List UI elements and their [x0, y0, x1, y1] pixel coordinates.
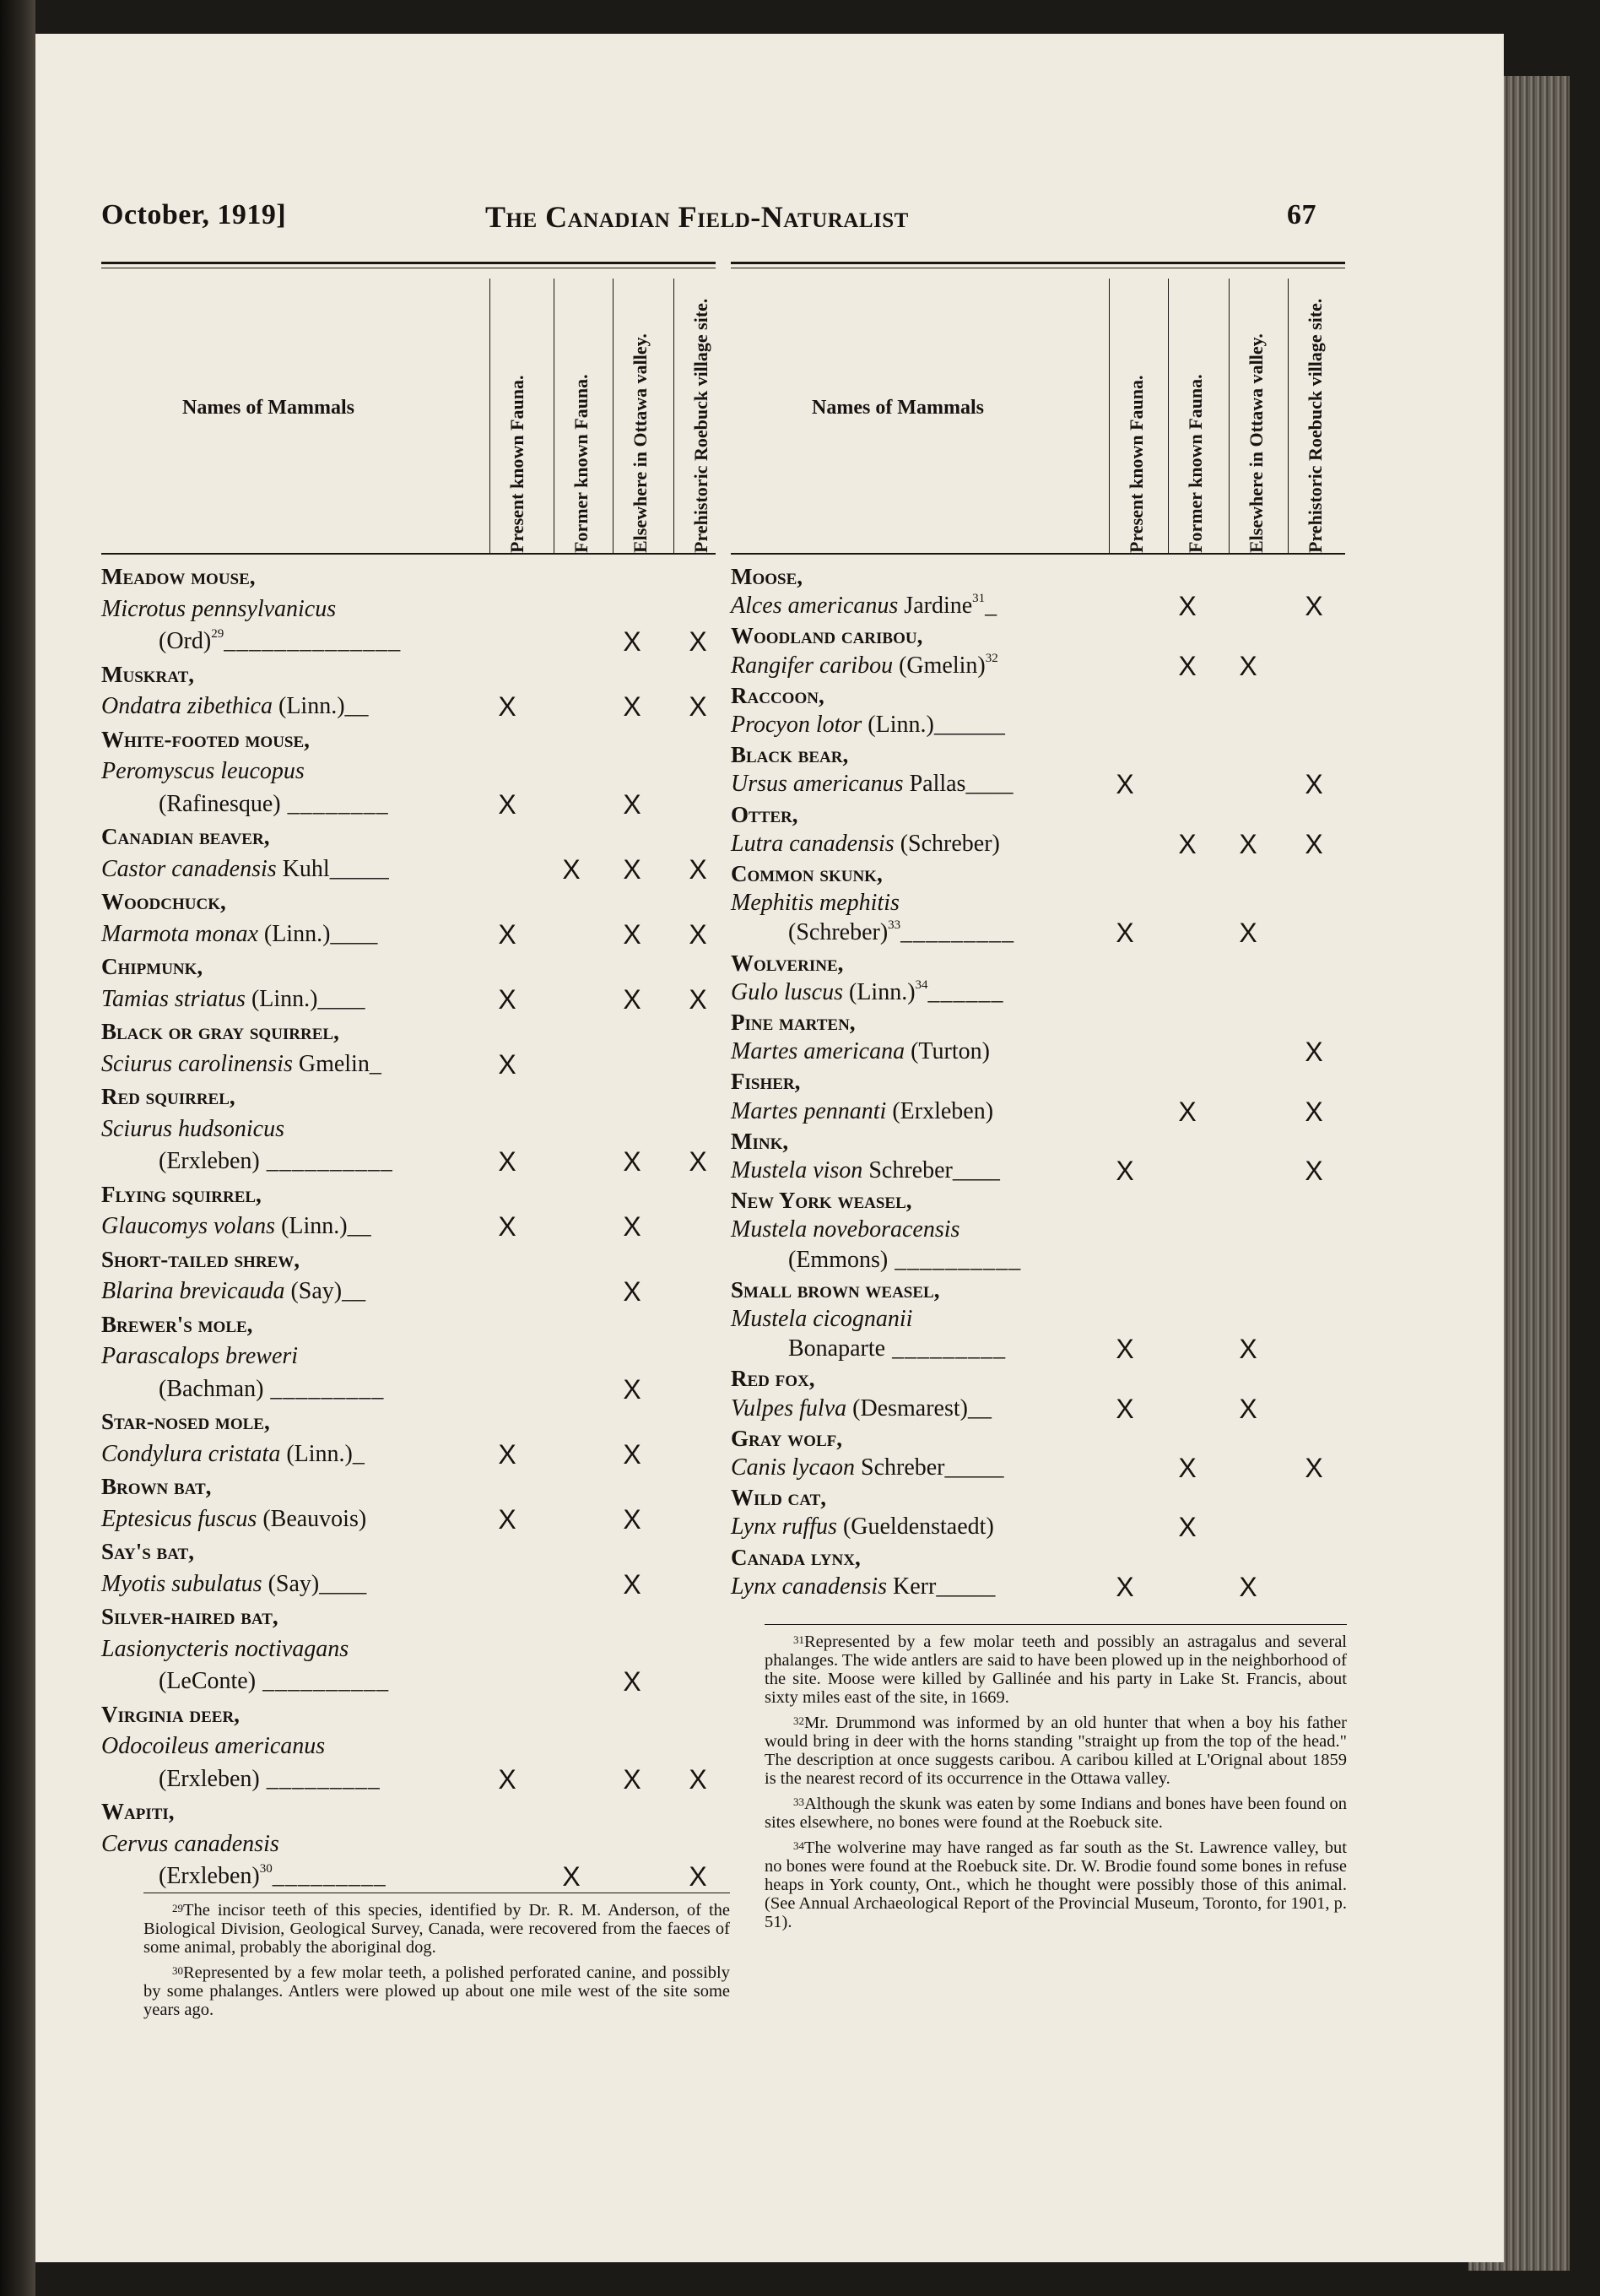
occurrence-mark: X: [623, 983, 641, 1015]
footnote-ref: 32: [985, 651, 998, 665]
occurrence-mark: X: [1178, 650, 1197, 681]
table-row: [101, 1114, 716, 1145]
table-row: [731, 1126, 1345, 1156]
col-elsewhere-header: Elsewhere in Ottawa valley.: [1229, 279, 1292, 553]
table-row: [101, 1764, 773, 1795]
table-row: [731, 739, 1345, 770]
footnote-ref: 29: [211, 627, 224, 641]
footnotes-left: [143, 1901, 730, 2026]
authority: (Linn.)_: [280, 1440, 365, 1467]
footnote-number: 34: [793, 1839, 804, 1852]
scientific-name: Mustela vison: [731, 1157, 863, 1183]
occurrence-mark: X: [498, 1048, 516, 1080]
leader-dashes: __________: [888, 1246, 1022, 1273]
table-row: [731, 1156, 1345, 1186]
occurrence-mark: X: [689, 691, 707, 722]
authority: (Turton): [905, 1038, 990, 1065]
occurrence-mark: X: [1239, 1571, 1257, 1602]
common-name: Red squirrel,: [101, 1084, 235, 1109]
footnote: [143, 1963, 730, 2019]
occurrence-mark: X: [562, 853, 581, 885]
table-row: [731, 1007, 1345, 1037]
scientific-name: Microtus pennsylvanicus: [101, 595, 337, 622]
common-name: Pine marten,: [731, 1010, 856, 1035]
scientific-name: Myotis subulatus: [101, 1570, 262, 1597]
occurrence-mark: X: [1116, 1571, 1134, 1602]
table-row: [101, 854, 716, 885]
occurrence-mark: X: [498, 1763, 516, 1795]
occurrence-mark: X: [498, 1146, 516, 1177]
table-row: [731, 1542, 1345, 1573]
occurrence-mark: X: [1116, 1393, 1134, 1424]
table-header-rule: [731, 553, 1345, 555]
occurrence-mark: X: [689, 983, 707, 1015]
table-row: [731, 858, 1345, 889]
col-prehistoric-header: Prehistoric Roebuck village site.: [1288, 279, 1351, 553]
footnote-number: 32: [793, 1714, 804, 1727]
scientific-name: Lynx ruffus: [731, 1514, 837, 1541]
common-name: Canadian beaver,: [101, 824, 270, 849]
leader-dashes: __________: [259, 1148, 393, 1174]
scientific-name: Mustela noveboracensis: [731, 1216, 960, 1243]
common-name: Meadow mouse,: [101, 564, 256, 589]
authority: (Linn.)__: [275, 1213, 371, 1239]
scientific-name: Lutra canadensis: [731, 830, 895, 857]
common-name: Wild cat,: [731, 1485, 826, 1511]
scientific-name: Eptesicus fuscus: [101, 1505, 257, 1532]
footnote-ref: 31: [972, 592, 986, 606]
table-row: [101, 1341, 716, 1372]
table-row: [101, 1731, 716, 1762]
col-former-header: Former known Fauna.: [1168, 279, 1231, 553]
scientific-name: Martes americana: [731, 1038, 905, 1065]
leader-dashes: __________: [256, 1668, 390, 1694]
scientific-name: Peromyscus leucopus: [101, 758, 305, 784]
authority: Jardine: [898, 593, 973, 620]
table-row: [731, 1363, 1345, 1394]
scientific-name: Lasionycteris noctivagans: [101, 1635, 349, 1662]
table-row: [101, 1471, 716, 1502]
table-row: [101, 659, 716, 690]
common-name: Flying squirrel,: [101, 1181, 262, 1207]
common-name: Silver-haired bat,: [101, 1604, 278, 1629]
occurrence-mark: X: [1178, 1453, 1197, 1483]
occurrence-mark: X: [1305, 591, 1323, 622]
occurrence-mark: X: [623, 1568, 641, 1600]
scientific-name: Marmota monax: [101, 920, 258, 947]
table-row: [731, 977, 1345, 1008]
common-name: New York weasel,: [731, 1188, 912, 1214]
occurrence-mark: X: [1178, 828, 1197, 859]
common-name: Star-nosed mole,: [101, 1409, 270, 1434]
scientific-name: Glaucomys volans: [101, 1213, 276, 1239]
occurrence-mark: X: [623, 1211, 641, 1242]
common-name: Chipmunk,: [101, 954, 203, 979]
occurrence-mark: X: [623, 918, 641, 950]
common-name: Moose,: [731, 564, 803, 589]
authority: (Linn.)______: [862, 712, 1005, 738]
occurrence-mark: X: [498, 691, 516, 722]
occurrence-mark: X: [562, 1861, 581, 1892]
scientific-name: Canis lycaon: [731, 1454, 855, 1481]
footnote-text: The incisor teeth of this species, identified by Dr. R. M. Anderson, of the Biological Division, Geological Survey, Canada, were recovered from the faeces of some animal, probably the aboriginal dog.: [143, 1901, 730, 1957]
common-name: Raccoon,: [731, 682, 824, 708]
occurrence-mark: X: [623, 1373, 641, 1405]
common-name: Say's bat,: [101, 1539, 194, 1564]
footnote-text: Although the skunk was eaten by some Indians and bones have been found on sites elsewhere, no bones were found at the Roebuck site.: [765, 1795, 1347, 1832]
table-row: [731, 651, 1345, 681]
common-name: Black bear,: [731, 742, 849, 768]
authority: Schreber_____: [855, 1454, 1004, 1481]
table-row: [101, 1634, 716, 1665]
footnote-number: 31: [793, 1633, 804, 1646]
occurrence-mark: X: [1178, 1512, 1197, 1543]
table-row: [731, 1275, 1345, 1305]
common-name: Brown bat,: [101, 1474, 212, 1499]
table-row: [731, 1304, 1345, 1335]
occurrence-mark: X: [1178, 1096, 1197, 1127]
occurrence-mark: X: [1305, 1096, 1323, 1127]
occurrence-mark: X: [498, 983, 516, 1015]
table-row: [731, 1334, 1403, 1364]
table-row: [101, 1536, 716, 1567]
authority: (Say)__: [284, 1278, 366, 1304]
authority: (Rafinesque): [159, 790, 281, 817]
occurrence-mark: X: [1305, 828, 1323, 859]
table-row: [731, 1512, 1345, 1542]
footnotes-right: [765, 1633, 1347, 1938]
leader-dashes: _________: [885, 1335, 1007, 1362]
footnote-ref: 30: [259, 1862, 273, 1876]
table-row: [731, 1453, 1345, 1483]
footnote-text: Represented by a few molar teeth and possibly an astragalus and several phalanges. The wide antlers are said to have been plowed up in the neighborhood of the site. Moose were killed by Gallinée and his party in Lake St. Francis, about sixty miles east of the site, in 1669.: [765, 1633, 1347, 1707]
common-name: Mink,: [731, 1128, 789, 1154]
table-row: [731, 829, 1345, 859]
table-row: [101, 919, 716, 950]
common-name: Woodland caribou,: [731, 623, 923, 649]
common-name: Wapiti,: [101, 1799, 175, 1824]
occurrence-mark: X: [623, 1666, 641, 1697]
occurrence-mark: X: [623, 1146, 641, 1177]
table-row: [101, 984, 716, 1015]
scientific-name: Sciurus hudsonicus: [101, 1115, 284, 1142]
occurrence-mark: X: [1116, 769, 1134, 800]
table-row: [731, 561, 1345, 592]
table-row: [731, 1572, 1345, 1602]
authority: Pallas____: [903, 771, 1014, 798]
occurrence-mark: X: [689, 1146, 707, 1177]
table-row: [101, 594, 716, 625]
table-header: [731, 270, 1345, 553]
occurrence-mark: X: [623, 626, 641, 657]
authority: (Schreber): [788, 919, 889, 946]
authority: Gmelin_: [292, 1050, 381, 1077]
authority: (Linn.)____: [245, 985, 365, 1012]
scientific-name: Mephitis mephitis: [731, 890, 900, 917]
authority: (Gueldenstaedt): [836, 1514, 994, 1541]
footnote-ref: 33: [888, 918, 901, 933]
table-row: [101, 561, 716, 592]
footnote-number: 30: [172, 1964, 183, 1977]
scientific-name: Mustela cicognanii: [731, 1306, 913, 1332]
occurrence-mark: X: [623, 1276, 641, 1307]
table-row: [731, 591, 1345, 621]
table-row: [101, 1666, 773, 1697]
occurrence-mark: X: [1239, 1393, 1257, 1424]
common-name: Otter,: [731, 801, 798, 827]
authority: (Linn.)____: [257, 920, 378, 947]
footnote-text: Represented by a few molar teeth, a polished perforated canine, and possibly by some phalanges. Antlers were plowed up about one mile west of the site some years ago.: [143, 1963, 730, 2019]
common-name: Woodchuck,: [101, 889, 226, 914]
table-row: [101, 1179, 716, 1210]
scientific-name: Blarina brevicauda: [101, 1278, 285, 1304]
authority: Kuhl_____: [276, 855, 389, 882]
authority: (Bachman): [159, 1375, 264, 1402]
common-name: Virginia deer,: [101, 1701, 240, 1727]
scientific-name: Cervus canadensis: [101, 1830, 279, 1857]
table-row: [101, 1504, 716, 1535]
header-journal-title: The Canadian Field-Naturalist: [485, 200, 909, 234]
table-row: [731, 1066, 1345, 1097]
occurrence-mark: X: [1116, 1334, 1134, 1365]
occurrence-mark: X: [1305, 769, 1323, 800]
table-row: [731, 1215, 1345, 1245]
table-row: [101, 1146, 773, 1177]
col-present-header: Present known Fauna.: [1109, 279, 1172, 553]
occurrence-mark: X: [1305, 1037, 1323, 1068]
scientific-name: Procyon lotor: [731, 712, 862, 738]
footnote: [765, 1714, 1347, 1788]
scientific-name: Condylura cristata: [101, 1440, 281, 1467]
occurrence-mark: X: [1116, 918, 1134, 949]
table-row: [101, 1081, 716, 1112]
occurrence-mark: X: [1239, 1334, 1257, 1365]
authority: (Erxleben): [159, 1863, 260, 1889]
authority: (Desmarest)__: [846, 1394, 992, 1421]
authority: (Gmelin): [893, 652, 986, 679]
table-row: [101, 1601, 716, 1632]
table-row: [101, 1699, 716, 1730]
occurrence-mark: X: [498, 1211, 516, 1242]
authority: (Emmons): [788, 1246, 889, 1273]
table-row: [101, 1406, 716, 1437]
leader-dashes: _: [985, 593, 998, 620]
col-elsewhere-header: Elsewhere in Ottawa valley.: [613, 279, 676, 553]
table-row: [731, 620, 1345, 651]
table-row: [731, 1482, 1345, 1513]
common-name: Gray wolf,: [731, 1425, 842, 1451]
common-name: Short-tailed shrew,: [101, 1246, 300, 1272]
authority: (Linn.): [843, 978, 916, 1005]
scientific-name: Castor canadensis: [101, 855, 277, 882]
scientific-name: Ursus americanus: [731, 771, 904, 798]
common-name: Red fox,: [731, 1366, 815, 1392]
header-date: October, 1919]: [101, 199, 287, 230]
table-row: [101, 821, 716, 852]
scientific-name: Parascalops breweri: [101, 1343, 299, 1369]
occurrence-mark: X: [689, 1861, 707, 1892]
leader-dashes: ______________: [224, 628, 402, 654]
authority: (Erxleben): [159, 1765, 260, 1792]
common-name: Small brown weasel,: [731, 1276, 940, 1302]
occurrence-mark: X: [623, 1763, 641, 1795]
authority: (Linn.)__: [273, 693, 369, 719]
scientific-name: Lynx canadensis: [731, 1573, 888, 1600]
table-row: [731, 1185, 1345, 1216]
table-row: [101, 1796, 716, 1827]
col-prehistoric-header: Prehistoric Roebuck village site.: [673, 279, 737, 553]
table-row: [101, 724, 716, 755]
occurrence-mark: X: [623, 691, 641, 722]
occurrence-mark: X: [498, 1438, 516, 1470]
table-row: [101, 1276, 716, 1307]
book-spine-shadow: [0, 0, 35, 2296]
scientific-name: Vulpes fulva: [731, 1394, 847, 1421]
occurrence-mark: X: [1239, 828, 1257, 859]
leader-dashes: _________: [259, 1765, 381, 1792]
scientific-name: Gulo luscus: [731, 978, 843, 1005]
leader-dashes: _________: [272, 1863, 386, 1889]
footnote-text: The wolverine may have ranged as far south as the St. Lawrence valley, but no bones were found at the Roebuck site. Dr. W. Brodie found some bones in refuse heaps in York county, Ont., which he thought were possibly those of this animal. (See Annual Archaeological Report of the Provincial Museum, Toronto, for 1901, p. 51).: [765, 1838, 1347, 1931]
table-row: [101, 1861, 773, 1892]
occurrence-mark: X: [689, 626, 707, 657]
authority: (Schreber): [894, 830, 1000, 857]
table-row: [731, 888, 1345, 918]
table-top-rule: [101, 262, 716, 268]
table-row: [101, 1569, 716, 1600]
scientific-name: Martes pennanti: [731, 1097, 887, 1124]
footnote-ref: 34: [915, 977, 928, 992]
common-name: White-footed mouse,: [101, 726, 310, 752]
common-name: Canada lynx,: [731, 1544, 861, 1570]
common-name: Wolverine,: [731, 950, 844, 976]
table-header: [101, 270, 716, 553]
footnote: [765, 1633, 1347, 1707]
table-row: [731, 1245, 1403, 1275]
occurrence-mark: X: [623, 1503, 641, 1535]
table-row: [731, 769, 1345, 799]
occurrence-mark: X: [498, 788, 516, 820]
table-row: [731, 1097, 1345, 1127]
authority: (Ord): [159, 628, 212, 654]
common-name: Fisher,: [731, 1069, 801, 1095]
table-row: [101, 1309, 716, 1340]
table-row: [731, 1394, 1345, 1424]
footnote-text: Mr. Drummond was informed by an old hunter that when a boy his father would bring in deer with the horns standing "straight up from the top of the head." The description at once suggests caribou. A caribou killed at L'Orignal about 1859 is the nearest record of its occurrence in the Ottawa valley.: [765, 1714, 1347, 1788]
footnote: [765, 1795, 1347, 1832]
scientific-name: Alces americanus: [731, 593, 899, 620]
table-row: [101, 1016, 716, 1047]
common-name: Common skunk,: [731, 861, 883, 886]
occurrence-mark: X: [1116, 1156, 1134, 1186]
scientific-name: Rangifer caribou: [731, 652, 894, 679]
col-former-header: Former known Fauna.: [554, 279, 617, 553]
occurrence-mark: X: [1178, 591, 1197, 622]
occurrence-mark: X: [1305, 1156, 1323, 1186]
table-row: [101, 1211, 716, 1242]
table-row: [731, 799, 1345, 830]
scientific-name: Sciurus carolinensis: [101, 1050, 293, 1077]
scientific-name: Odocoileus americanus: [101, 1733, 326, 1759]
table-row: [101, 756, 716, 787]
names-column-header: Names of Mammals: [182, 397, 354, 419]
leader-dashes: _________: [263, 1375, 385, 1402]
occurrence-mark: X: [689, 918, 707, 950]
authority: (LeConte): [159, 1668, 257, 1694]
occurrence-mark: X: [498, 1503, 516, 1535]
footnote: [143, 1901, 730, 1957]
scientific-name: Ondatra zibethica: [101, 693, 273, 719]
names-column-header: Names of Mammals: [812, 397, 984, 419]
leader-dashes: ________: [280, 790, 389, 817]
table-row: [101, 789, 773, 820]
table-row: [731, 948, 1345, 978]
footnote-number: 29: [172, 1902, 183, 1914]
authority: (Beauvois): [257, 1505, 367, 1532]
table-top-rule: [731, 262, 1345, 268]
header-page-number: 67: [1287, 199, 1316, 230]
occurrence-mark: X: [689, 853, 707, 885]
occurrence-mark: X: [1239, 650, 1257, 681]
occurrence-mark: X: [623, 788, 641, 820]
table-row: [731, 680, 1345, 711]
table-row: [731, 710, 1345, 740]
table-row: [731, 1423, 1345, 1454]
authority: Bonaparte: [788, 1335, 886, 1362]
authority: (Say)____: [262, 1570, 367, 1597]
authority: (Erxleben): [886, 1097, 994, 1124]
authority: (Erxleben): [159, 1148, 260, 1174]
table-row: [731, 1037, 1345, 1067]
occurrence-mark: X: [689, 1763, 707, 1795]
table-row: [101, 1244, 716, 1275]
occurrence-mark: X: [1305, 1453, 1323, 1483]
col-present-header: Present known Fauna.: [489, 279, 553, 553]
common-name: Brewer's mole,: [101, 1311, 253, 1337]
table-header-rule: [101, 553, 716, 555]
authority: Schreber____: [862, 1157, 1000, 1183]
common-name: Black or gray squirrel,: [101, 1019, 339, 1044]
table-row: [101, 1829, 716, 1860]
table-row: [101, 1439, 716, 1470]
footnote: [765, 1838, 1347, 1931]
table-row: [101, 886, 716, 917]
occurrence-mark: X: [623, 1438, 641, 1470]
footnote-number: 33: [793, 1795, 804, 1808]
table-row: [101, 951, 716, 982]
table-row: [101, 691, 716, 722]
table-row: [101, 1049, 716, 1080]
table-row: [731, 918, 1403, 948]
leader-dashes: _________: [900, 919, 1015, 946]
table-row: [101, 626, 773, 657]
occurrence-mark: X: [498, 918, 516, 950]
footnote-rule: [765, 1624, 1347, 1625]
table-row: [101, 1374, 773, 1405]
authority: Kerr_____: [887, 1573, 996, 1600]
common-name: Muskrat,: [101, 661, 195, 687]
occurrence-mark: X: [623, 853, 641, 885]
leader-dashes: ______: [927, 978, 1004, 1005]
occurrence-mark: X: [1239, 918, 1257, 949]
scientific-name: Tamias striatus: [101, 985, 246, 1012]
